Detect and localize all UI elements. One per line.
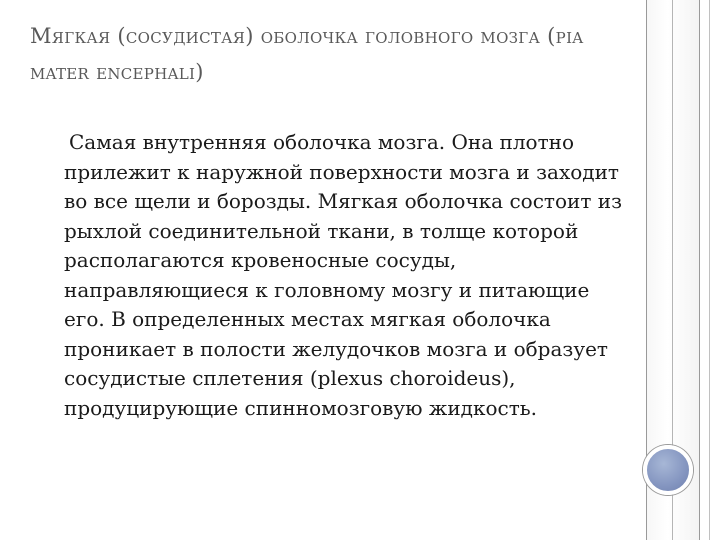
slide-body-text: Самая внутренняя оболочка мозга. Она плотно прилежит к наружной поверхности мозга и заходит во все щели и борозды. Мягкая оболочка состоит из рыхлой соединительной ткани, в толще которой располагаются кровеносные сосуды, направляющиеся к головному мозгу и питающие его. В определенных местах мягкая оболочка проникает в полости желудочков мозга и образует сосудистые сплетения (plexus choroideus), продуцирующие спинномозговую жидкость.: [64, 130, 622, 420]
decorative-circle-icon: [643, 445, 693, 495]
decorative-frame-outer-line: [709, 0, 710, 540]
slide-title: Мягкая (сосудистая) оболочка головного мозга (pia mater encephali): [30, 24, 584, 84]
